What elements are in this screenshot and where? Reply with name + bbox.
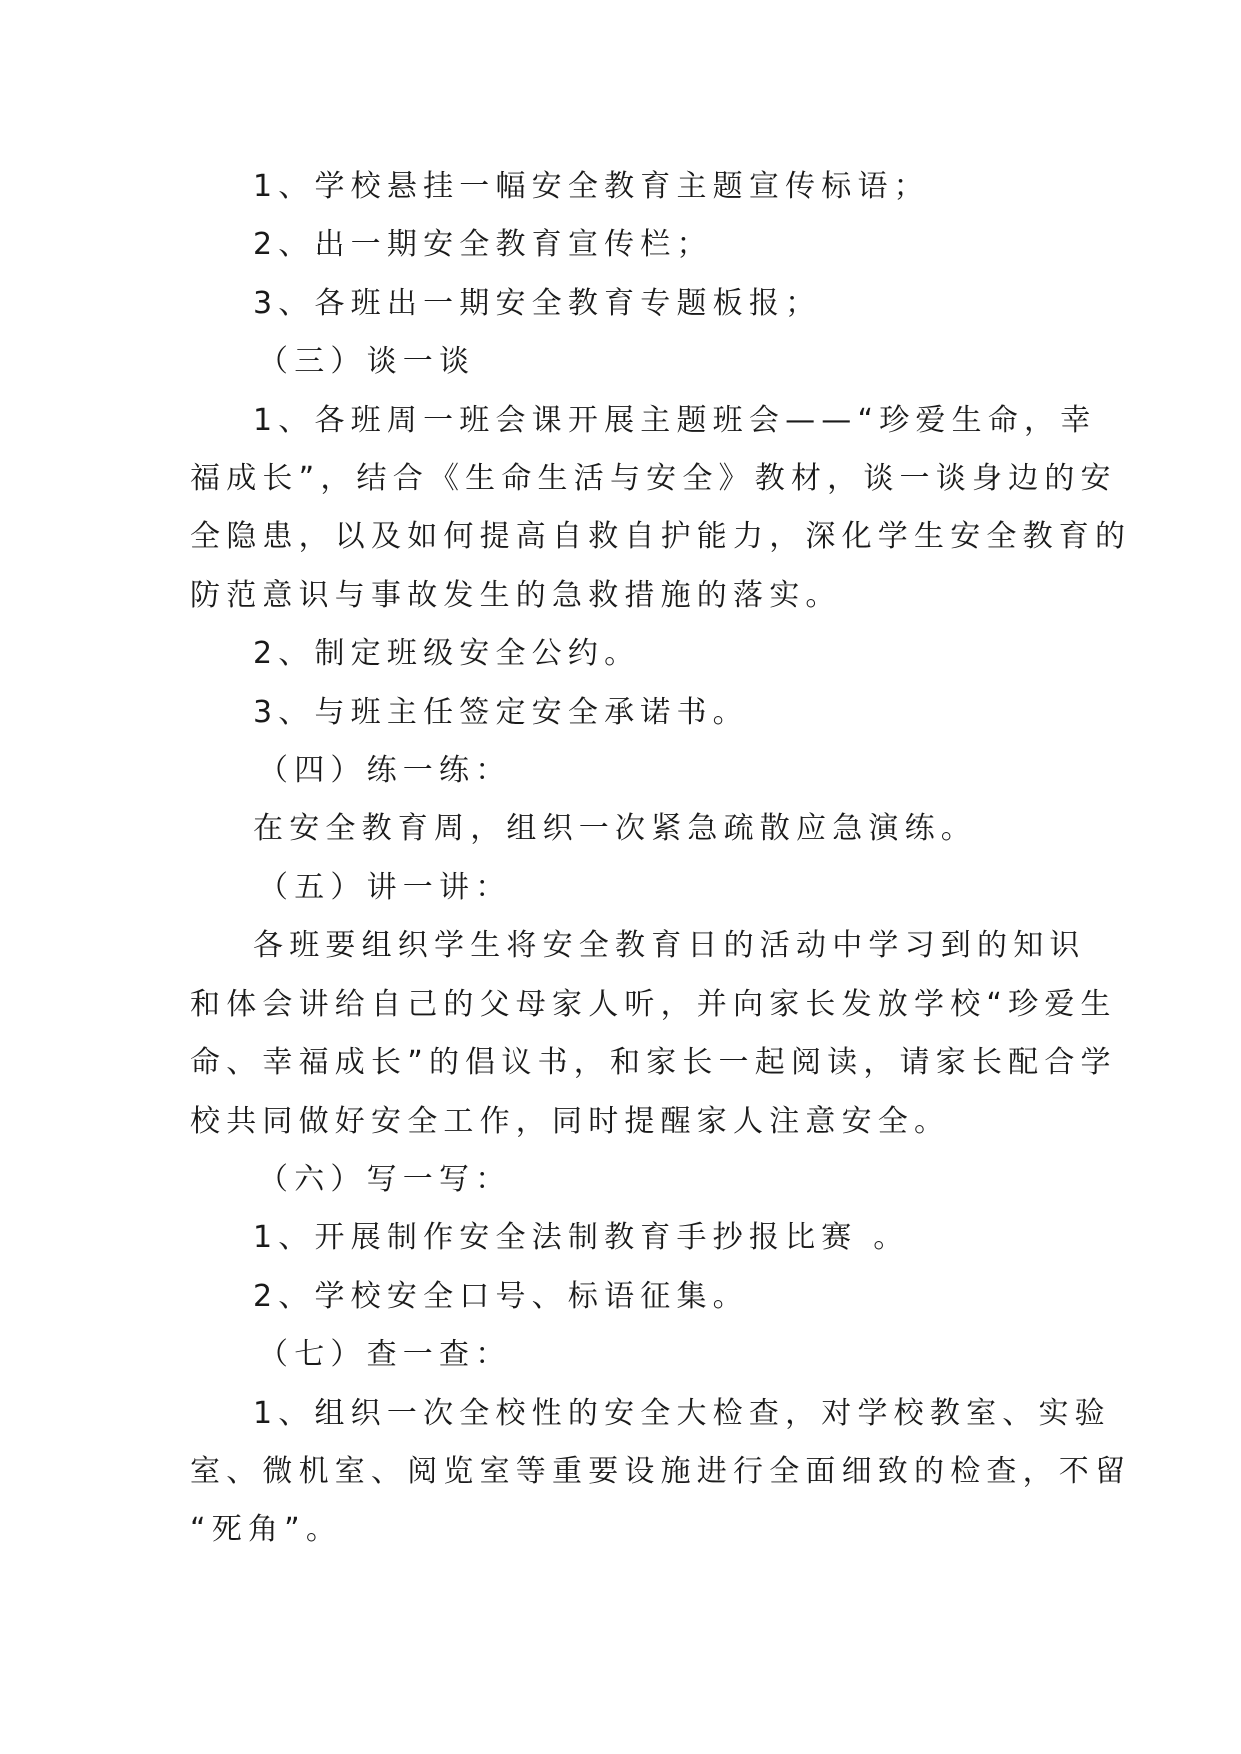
section-heading-write: （六）写一写： [258, 1161, 512, 1197]
list-item-slogan-collection: 2、学校安全口号、标语征集。 [253, 1278, 749, 1314]
list-item-pledge: 3、与班主任签定安全承诺书。 [253, 694, 749, 730]
list-item-bulletin-board: 2、出一期安全教育宣传栏； [253, 227, 713, 263]
paragraph-line: “死角”。 [190, 1512, 343, 1548]
list-item-handwritten-paper: 1、开展制作安全法制教育手抄报比赛 。 [253, 1220, 910, 1256]
paragraph-line: 福成长”，结合《生命生活与安全》教材，谈一谈身边的安 [190, 461, 1117, 497]
paragraph-line: 各班要组织学生将安全教育日的活动中学习到的知识 [253, 928, 1086, 964]
section-heading-inspect: （七）查一查： [258, 1337, 512, 1373]
list-item-class-pact: 2、制定班级安全公约。 [253, 636, 641, 672]
section-heading-drill: （四）练一练： [258, 753, 512, 789]
paragraph-line: 和体会讲给自己的父母家人听，并向家长发放学校“珍爱生 [190, 986, 1117, 1022]
section-heading-talk: （三）谈一谈 [258, 344, 476, 380]
paragraph-line: 1、各班周一班会课开展主题班会——“珍爱生命，幸 [253, 402, 1097, 438]
paragraph-line: 在安全教育周，组织一次紧急疏散应急演练。 [253, 811, 977, 847]
paragraph-line: 1、组织一次全校性的安全大检查，对学校教室、实验 [253, 1395, 1111, 1431]
section-heading-tell: （五）讲一讲： [258, 869, 512, 905]
list-item-hang-banner: 1、学校悬挂一幅安全教育主题宣传标语； [253, 169, 930, 204]
document-body [190, 158, 1132, 1560]
paragraph-line: 全隐患，以及如何提高自救自护能力，深化学生安全教育的 [190, 519, 1132, 555]
paragraph-line: 室、微机室、阅览室等重要设施进行全面细致的检查，不留 [190, 1453, 1132, 1489]
paragraph-line: 命、幸福成长”的倡议书，和家长一起阅读，请家长配合学 [190, 1045, 1117, 1081]
list-item-blackboard: 3、各班出一期安全教育专题板报； [253, 285, 822, 321]
paragraph-line: 校共同做好安全工作，同时提醒家人注意安全。 [190, 1103, 951, 1139]
paragraph-line: 防范意识与事故发生的急救措施的落实。 [190, 577, 842, 613]
